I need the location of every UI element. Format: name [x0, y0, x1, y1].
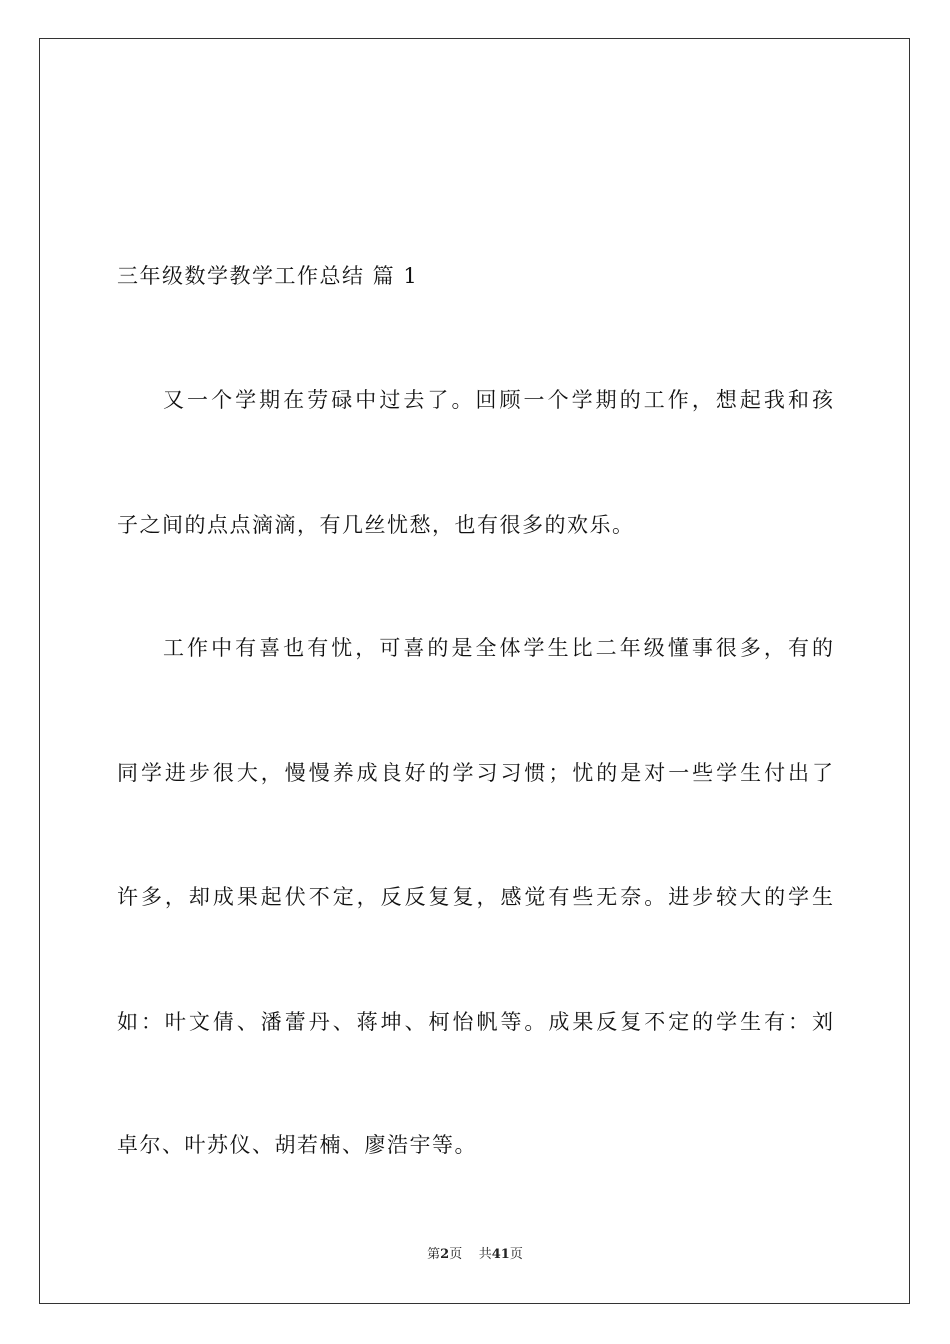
- footer-prefix: 第: [427, 1247, 441, 1262]
- paragraph-line: 工作中有喜也有忧，可喜的是全体学生比二年级懂事很多，有的: [163, 636, 833, 660]
- current-page-number: 2: [440, 1247, 450, 1262]
- footer-total-prefix: 共: [478, 1247, 492, 1262]
- paragraph-line: 又一个学期在劳碌中过去了。回顾一个学期的工作，想起我和孩: [163, 388, 833, 412]
- paragraph-line: 如：叶文倩、潘蕾丹、蒋坤、柯怡帆等。成果反复不定的学生有：刘: [117, 1010, 833, 1034]
- page-border: [39, 38, 910, 1304]
- total-pages-number: 41: [491, 1247, 510, 1262]
- section-heading: 三年级数学教学工作总结 篇 1: [117, 264, 419, 288]
- page-footer: [0, 1247, 950, 1263]
- paragraph-line: 许多，却成果起伏不定，反反复复，感觉有些无奈。进步较大的学生: [117, 885, 833, 909]
- paragraph-line: 卓尔、叶苏仪、胡若楠、廖浩宇等。: [117, 1133, 477, 1157]
- footer-page-word: 页: [449, 1247, 463, 1262]
- footer-total-suffix: 页: [509, 1247, 523, 1262]
- paragraph-line: 同学进步很大，慢慢养成良好的学习习惯；忧的是对一些学生付出了: [117, 761, 833, 785]
- paragraph-line: 子之间的点点滴滴，有几丝忧愁，也有很多的欢乐。: [117, 513, 635, 537]
